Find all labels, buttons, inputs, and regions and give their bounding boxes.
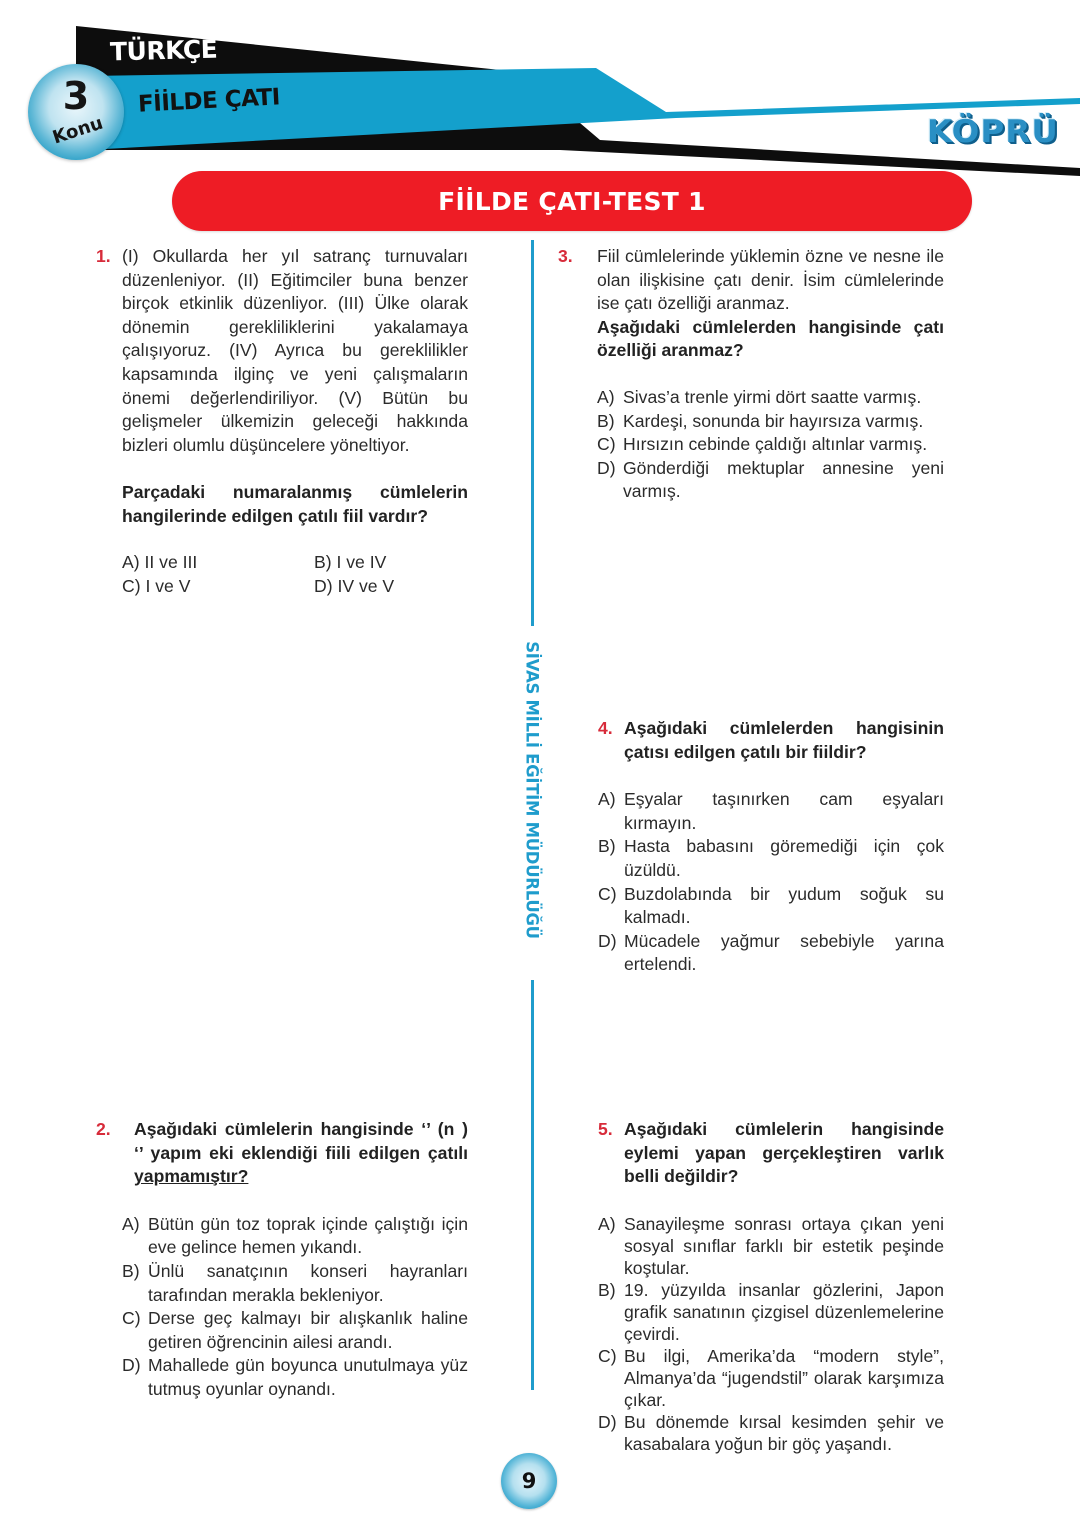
option-c[interactable] (598, 1345, 944, 1411)
option-letter: D) (598, 1411, 617, 1432)
question-number: 2. (96, 1119, 111, 1139)
question-1 (96, 245, 468, 599)
column-divider-top (531, 240, 534, 626)
question-stem (134, 1118, 468, 1189)
question-stem: Aşağıdaki cümlelerin hangisinde eylemi yapan gerçekleştiren varlık belli değildir? (624, 1119, 944, 1187)
option-letter: B) (597, 410, 615, 431)
option-a[interactable] (598, 788, 944, 835)
question-number: 4. (598, 718, 613, 738)
option-text: Sanayileşme sonrası ortaya çıkan yeni sosyal sınıflar farklı bir estetik peşinde koştular. (624, 1213, 944, 1278)
option-a[interactable]: A) II ve III (122, 551, 198, 572)
option-letter: C) (598, 1345, 617, 1366)
option-letter: A) (598, 1213, 616, 1234)
option-d[interactable] (122, 1354, 468, 1401)
test-title-bar (172, 171, 972, 231)
option-text: Eşyalar taşınırken cam eşyaları kırmayın. (624, 789, 944, 833)
option-letter: D) (598, 930, 617, 951)
option-letter: C) (598, 883, 617, 904)
option-letter: A) (598, 789, 616, 810)
option-letter: C) (122, 1308, 141, 1329)
option-text: Mahallede gün boyunca unutulmaya yüz tutmuş oyunlar oynandı. (148, 1355, 468, 1399)
option-text: Ünlü sanatçının konseri hayranları tarafından merakla bekleniyor. (148, 1260, 468, 1305)
answer-options (598, 1213, 944, 1455)
konu-badge (28, 64, 124, 160)
konu-label: Konu (50, 112, 106, 149)
question-4 (598, 717, 944, 977)
option-letter: B) (598, 836, 616, 857)
question-number: 1. (96, 246, 111, 266)
option-text: Sivas’a trenle yirmi dört saatte varmış. (623, 386, 922, 407)
option-d[interactable] (598, 930, 944, 977)
option-a[interactable] (597, 386, 944, 410)
option-c[interactable]: C) I ve V (122, 576, 191, 597)
option-letter: D) (122, 1355, 141, 1376)
option-letter: A) (597, 386, 615, 407)
test-title: FİİLDE ÇATI-TEST 1 (438, 186, 706, 216)
brand-logo: KÖPRÜ (926, 114, 1059, 150)
side-label: SİVAS MİLLİ EĞİTİM MÜDÜRLÜĞÜ (522, 641, 542, 939)
subject-label: TÜRKÇE (109, 34, 218, 67)
option-d[interactable] (598, 1411, 944, 1455)
option-text: Bu ilgi, Amerika’da “modern style”, Almanya’da “jugendstil” olarak karşımıza çıkar. (624, 1345, 944, 1410)
answer-options (597, 386, 944, 504)
option-letter: A) (122, 1213, 140, 1234)
option-c[interactable] (598, 883, 944, 930)
option-d[interactable] (597, 457, 944, 504)
question-2 (96, 1118, 468, 1402)
option-text: Mücadele yağmur sebebiyle yarına ertelendi. (624, 930, 944, 975)
topic-label: FİİLDE ÇATI (137, 84, 281, 118)
question-stem: Parçadaki numaralanmış cümlelerin hangilerinde edilgen çatılı fiil vardır? (122, 482, 468, 526)
konu-number: 3 (62, 74, 90, 118)
page-number: 9 (521, 1469, 537, 1493)
answer-options (122, 1213, 468, 1402)
question-passage: Fiil cümlelerinde yüklemin özne ve nesne ile olan ilişkisine çatı denir. İsim cümlelerinde ise çatı özelliği aranmaz. (597, 246, 944, 314)
column-divider-bottom (531, 980, 534, 1390)
option-text: Kardeşi, sonunda bir hayırsıza varmış. (623, 410, 924, 431)
answer-options (122, 551, 468, 599)
option-text: Derse geç kalmayı bir alışkanlık haline getiren öğrencinin ailesi arandı. (148, 1308, 468, 1352)
option-text: Gönderdiği mektuplar annesine yeni varmış. (623, 457, 944, 502)
option-b[interactable] (598, 1279, 944, 1345)
answer-options (598, 788, 944, 977)
option-text: Hasta babasını göremediği için çok üzüldü. (624, 836, 944, 880)
question-number: 3. (558, 246, 573, 266)
option-text: Buzdolabında bir yudum soğuk su kalmadı. (624, 883, 944, 928)
option-b[interactable] (598, 835, 944, 882)
option-b[interactable]: B) I ve IV (314, 551, 387, 572)
question-stem: Aşağıdaki cümlelerden hangisinin çatısı edilgen çatılı bir fiildir? (624, 718, 944, 762)
question-number: 5. (598, 1119, 613, 1139)
header-banner (0, 0, 1080, 180)
option-letter: D) (597, 457, 616, 478)
option-c[interactable] (597, 433, 944, 457)
question-5 (598, 1118, 944, 1455)
option-letter: B) (598, 1279, 616, 1300)
option-letter: B) (122, 1260, 140, 1281)
option-c[interactable] (122, 1307, 468, 1354)
option-text: Hırsızın cebinde çaldığı altınlar varmış. (623, 434, 928, 455)
question-passage: (I) Okullarda her yıl satranç turnuvaları düzenleniyor. (II) Eğitimciler buna benzer birçok etkinlik düzenliyor. (III) Ülke olarak dönemin gerekliliklerini yakalamaya çalışıyoruz. (IV) Ayrıca bu gereklilikler kapsamında ilginç ve yeni çalışmaların önemi değerlendiriliyor. (V) Bütün bu gelişmeler ülkemizin geleceği hakkında bizleri olumlu düşüncelere yöneltiyor. (122, 246, 468, 455)
question-3 (558, 245, 944, 504)
option-text: Bütün gün toz toprak içinde çalıştığı için eve gelince hemen yıkandı. (148, 1213, 468, 1258)
page-number-badge (501, 1453, 557, 1509)
option-text: 19. yüzyılda insanlar gözlerini, Japon grafik sanatının çizgisel düzenlemelerine çevirdi. (624, 1279, 944, 1344)
option-letter: C) (597, 434, 616, 455)
option-a[interactable] (598, 1213, 944, 1279)
question-stem-main: Aşağıdaki cümlelerin hangisinde ‘’ (n ) ‘’ yapım eki eklendiği fiili edilgen çatılı (134, 1119, 468, 1163)
option-a[interactable] (122, 1213, 468, 1260)
option-b[interactable] (597, 410, 944, 434)
option-b[interactable] (122, 1260, 468, 1307)
question-stem-emphasis: yapmamıştır? (134, 1166, 249, 1187)
question-stem: Aşağıdaki cümlelerden hangisinde çatı özelliği aranmaz? (597, 316, 944, 361)
option-d[interactable]: D) IV ve V (314, 576, 395, 597)
option-text: Bu dönemde kırsal kesimden şehir ve kasabalara yoğun bir göç yaşandı. (624, 1411, 944, 1454)
